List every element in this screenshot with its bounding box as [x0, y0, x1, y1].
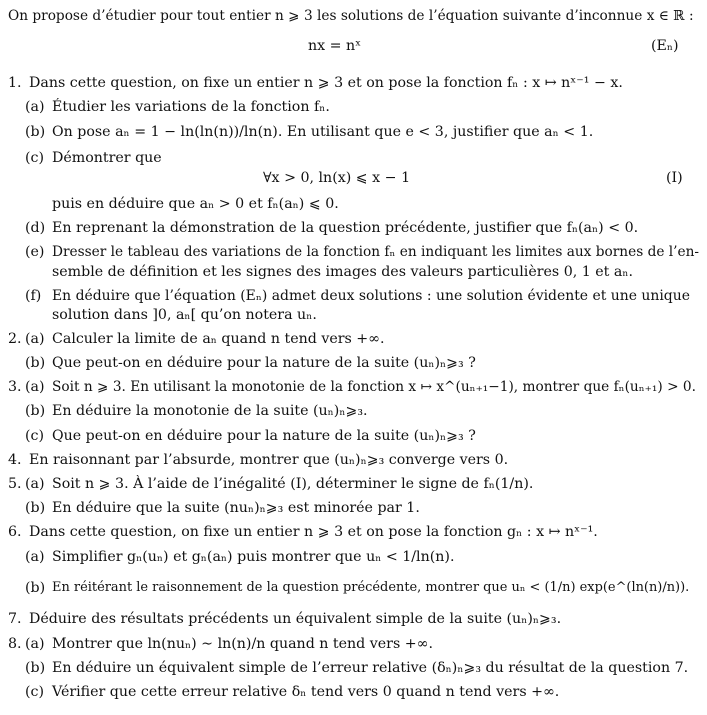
- q2b-text: Que peut-on en déduire pour la nature de la suite (uₙ)ₙ⩾₃ ?: [52, 355, 476, 371]
- q8b-text: En déduire un équivalent simple de l’erreur relative (δₙ)ₙ⩾₃ du résultat de la question 7.: [52, 660, 689, 676]
- q6-number: 6.: [8, 524, 22, 540]
- q6b-label: (b): [25, 580, 46, 596]
- q1e-label: (e): [25, 244, 45, 260]
- q2b-label: (b): [25, 355, 46, 371]
- q1-number: 1.: [8, 75, 22, 91]
- q6a-label: (a): [25, 549, 45, 565]
- q3b-label: (b): [25, 403, 46, 419]
- q3a-label: (a): [25, 379, 45, 395]
- q7-number: 7.: [8, 611, 22, 627]
- q2a-label: (a): [25, 331, 45, 347]
- q5-number: 5.: [8, 476, 22, 492]
- q2a-text: Calculer la limite de aₙ quand n tend vers +∞.: [52, 331, 385, 347]
- q6a-text: Simplifier gₙ(uₙ) et gₙ(aₙ) puis montrer que uₙ < 1/ln(n).: [52, 549, 455, 565]
- q1d-label: (d): [25, 220, 46, 236]
- q8c-text: Vérifier que cette erreur relative δₙ tend vers 0 quand n tend vers +∞.: [52, 684, 560, 700]
- q3b-text: En déduire la monotonie de la suite (uₙ)ₙ⩾₃.: [52, 403, 368, 419]
- q3a-text: Soit n ⩾ 3. En utilisant la monotonie de la fonction x ↦ x^(uₙ₊₁−1), montrer que fₙ(uₙ₊₁) > 0.: [52, 379, 696, 395]
- q8b-label: (b): [25, 660, 46, 676]
- q1f-line1: En déduire que l’équation (Eₙ) admet deux solutions : une solution évidente et une unique: [52, 288, 690, 304]
- q1-text: Dans cette question, on fixe un entier n ⩾ 3 et on pose la fonction fₙ : x ↦ nˣ⁻¹ − x.: [29, 75, 623, 91]
- inequality-I: ∀x > 0, ln(x) ⩽ x − 1: [263, 170, 411, 186]
- q1e-line1: Dresser le tableau des variations de la fonction fₙ en indiquant les limites aux bornes de l’en-: [52, 244, 700, 260]
- main-equation: nx = nˣ: [308, 38, 362, 54]
- q6-text: Dans cette question, on fixe un entier n ⩾ 3 et on pose la fonction gₙ : x ↦ nˣ⁻¹.: [29, 524, 598, 540]
- q1a-label: (a): [25, 99, 45, 115]
- q4-number: 4.: [8, 452, 22, 468]
- q8a-text: Montrer que ln(nuₙ) ∼ ln(n)/n quand n tend vers +∞.: [52, 636, 433, 652]
- q2-number: 2.: [8, 331, 22, 347]
- q3-number: 3.: [8, 379, 22, 395]
- q1b-text: On pose aₙ = 1 − ln(ln(n))/ln(n). En utilisant que e < 3, justifier que aₙ < 1.: [52, 124, 594, 140]
- q6b-text: En réitérant le raisonnement de la question précédente, montrer que uₙ < (1/n) exp(e^(ln(n)/n)).: [52, 580, 690, 595]
- q7-text: Déduire des résultats précédents un équivalent simple de la suite (uₙ)ₙ⩾₃.: [29, 611, 562, 627]
- q1c-text: Démontrer que: [52, 150, 162, 166]
- q8c-label: (c): [25, 684, 45, 700]
- q8a-label: (a): [25, 636, 45, 652]
- intro-text: On propose d’étudier pour tout entier n ⩾ 3 les solutions de l’équation suivante d’inconnue x ∈ ℝ :: [8, 8, 694, 24]
- q1c-after: puis en déduire que aₙ > 0 et fₙ(aₙ) ⩽ 0.: [52, 196, 339, 212]
- q1a-text: Étudier les variations de la fonction fₙ.: [52, 99, 330, 115]
- q1f-label: (f): [25, 288, 42, 304]
- q5b-text: En déduire que la suite (nuₙ)ₙ⩾₃ est minorée par 1.: [52, 500, 420, 516]
- q4-text: En raisonnant par l’absurde, montrer que (uₙ)ₙ⩾₃ converge vers 0.: [29, 452, 509, 468]
- q1b-label: (b): [25, 124, 46, 140]
- q5a-label: (a): [25, 476, 45, 492]
- inequality-I-tag: (I): [666, 170, 683, 186]
- q5b-label: (b): [25, 500, 46, 516]
- q1c-label: (c): [25, 150, 45, 166]
- q8-number: 8.: [8, 636, 22, 652]
- q3c-label: (c): [25, 428, 45, 444]
- main-equation-tag: (Eₙ): [651, 38, 679, 54]
- q3c-text: Que peut-on en déduire pour la nature de la suite (uₙ)ₙ⩾₃ ?: [52, 428, 476, 444]
- q5a-text: Soit n ⩾ 3. À l’aide de l’inégalité (I), déterminer le signe de fₙ(1/n).: [52, 476, 534, 492]
- q1f-line2: solution dans ]0, aₙ[ qu’on notera uₙ.: [52, 307, 317, 323]
- q1e-line2: semble de définition et les signes des images des valeurs particulières 0, 1 et aₙ.: [52, 264, 633, 280]
- q1d-text: En reprenant la démonstration de la question précédente, justifier que fₙ(aₙ) < 0.: [52, 220, 639, 236]
